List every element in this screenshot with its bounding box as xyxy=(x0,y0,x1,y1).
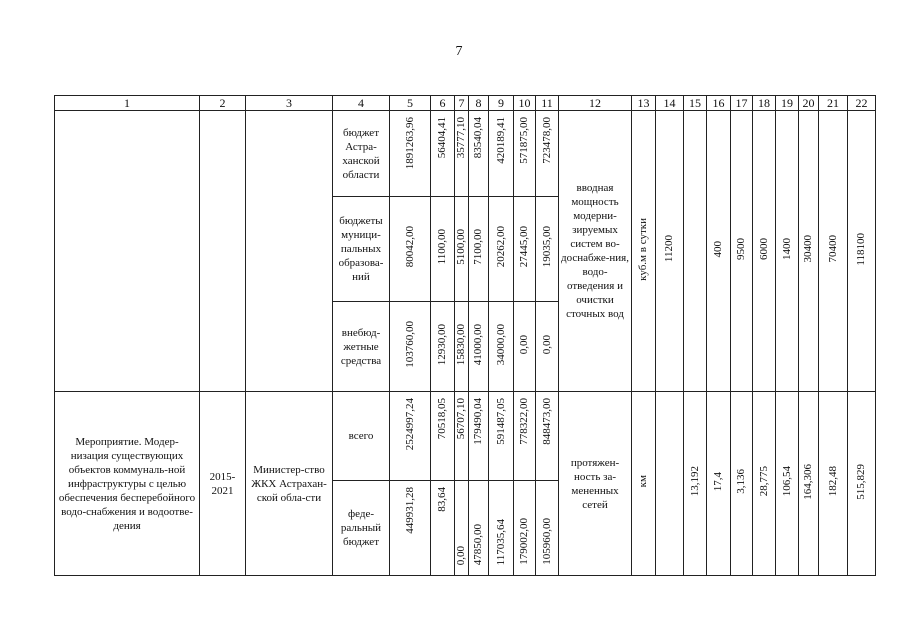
col-header: 3 xyxy=(246,96,333,111)
measure-name: Мероприятие. Модер-низация существующих объектов коммуналь-ной инфраструктуры с целью обеспечения бесперебойного водо-снабжения и водоотве-дения xyxy=(55,392,200,576)
target-cell: 13,192 xyxy=(684,392,707,576)
value-cell: 56707,10 xyxy=(455,392,469,481)
value-cell: 1100,00 xyxy=(431,197,455,302)
executor-name: Министер-ство ЖКХ Астрахан-ской обла-сти xyxy=(246,392,333,576)
target-cell: 1400 xyxy=(776,111,799,392)
col-header: 6 xyxy=(431,96,455,111)
col-header: 14 xyxy=(656,96,684,111)
value-cell: 105960,00 xyxy=(536,481,559,576)
target-cell xyxy=(684,111,707,392)
value-cell: 80042,00 xyxy=(390,197,431,302)
target-cell: 28,775 xyxy=(753,392,776,576)
col-header: 7 xyxy=(455,96,469,111)
value-cell: 179002,00 xyxy=(514,481,536,576)
value-cell: 1891263,96 xyxy=(390,111,431,197)
funding-source: феде-ральный бюджет xyxy=(333,481,390,576)
value-cell: 848473,00 xyxy=(536,392,559,481)
value-cell: 27445,00 xyxy=(514,197,536,302)
col-header: 11 xyxy=(536,96,559,111)
page-number: 7 xyxy=(455,44,463,59)
col-header: 21 xyxy=(819,96,848,111)
value-cell: 15830,00 xyxy=(455,302,469,392)
col-header: 12 xyxy=(559,96,632,111)
col-header: 9 xyxy=(489,96,514,111)
indicator-name: протяжен-ность за-мененных сетей xyxy=(559,392,632,576)
value-cell: 19035,00 xyxy=(536,197,559,302)
table-row xyxy=(55,111,876,197)
target-cell: 17,4 xyxy=(707,392,731,576)
value-cell: 41000,00 xyxy=(469,302,489,392)
col-header: 17 xyxy=(731,96,753,111)
measure-cell-empty xyxy=(55,111,200,392)
col-header: 20 xyxy=(799,96,819,111)
unit-cell: куб.м в сутки xyxy=(632,111,656,392)
col-header: 13 xyxy=(632,96,656,111)
target-cell: 70400 xyxy=(819,111,848,392)
target-cell: 515,829 xyxy=(848,392,876,576)
value-cell: 723478,00 xyxy=(536,111,559,197)
col-header: 2 xyxy=(200,96,246,111)
program-table xyxy=(54,95,876,576)
value-cell: 70518,05 xyxy=(431,392,455,481)
value-cell: 778322,00 xyxy=(514,392,536,481)
value-cell: 12930,00 xyxy=(431,302,455,392)
target-cell: 11200 xyxy=(656,111,684,392)
target-cell: 400 xyxy=(707,111,731,392)
target-cell: 30400 xyxy=(799,111,819,392)
value-cell: 420189,41 xyxy=(489,111,514,197)
target-cell: 3,136 xyxy=(731,392,753,576)
value-cell: 83540,04 xyxy=(469,111,489,197)
value-cell: 34000,00 xyxy=(489,302,514,392)
funding-source: бюджеты муници-пальных образова-ний xyxy=(333,197,390,302)
target-cell: 6000 xyxy=(753,111,776,392)
executor-cell-empty xyxy=(246,111,333,392)
target-cell: 106,54 xyxy=(776,392,799,576)
value-cell: 47850,00 xyxy=(469,481,489,576)
col-header: 5 xyxy=(390,96,431,111)
value-cell: 7100,00 xyxy=(469,197,489,302)
value-cell: 0,00 xyxy=(455,481,469,576)
col-header: 16 xyxy=(707,96,731,111)
table-row xyxy=(55,392,876,481)
value-cell: 83,64 xyxy=(431,481,455,576)
target-cell: 118100 xyxy=(848,111,876,392)
header-row xyxy=(55,96,876,111)
indicator-name: вводная мощность модерни-зируемых систем во-доснабже-ния, водо-отведения и очистки сточных вод xyxy=(559,111,632,392)
col-header: 15 xyxy=(684,96,707,111)
funding-source: всего xyxy=(333,392,390,481)
value-cell: 103760,00 xyxy=(390,302,431,392)
col-header: 18 xyxy=(753,96,776,111)
col-header: 22 xyxy=(848,96,876,111)
value-cell: 2524997,24 xyxy=(390,392,431,481)
target-cell xyxy=(656,392,684,576)
period-cell: 2015-2021 xyxy=(200,392,246,576)
funding-source: бюджет Астра-ханской области xyxy=(333,111,390,197)
col-header: 1 xyxy=(55,96,200,111)
target-cell: 9500 xyxy=(731,111,753,392)
target-cell: 182,48 xyxy=(819,392,848,576)
col-header: 10 xyxy=(514,96,536,111)
unit-cell: км xyxy=(632,392,656,576)
col-header: 19 xyxy=(776,96,799,111)
funding-source: внебюд-жетные средства xyxy=(333,302,390,392)
value-cell: 571875,00 xyxy=(514,111,536,197)
target-cell: 164,306 xyxy=(799,392,819,576)
value-cell: 35777,10 xyxy=(455,111,469,197)
col-header: 4 xyxy=(333,96,390,111)
value-cell: 5100,00 xyxy=(455,197,469,302)
col-header: 8 xyxy=(469,96,489,111)
value-cell: 0,00 xyxy=(536,302,559,392)
value-cell: 449931,28 xyxy=(390,481,431,576)
value-cell: 20262,00 xyxy=(489,197,514,302)
value-cell: 591487,05 xyxy=(489,392,514,481)
period-cell-empty xyxy=(200,111,246,392)
value-cell: 179490,04 xyxy=(469,392,489,481)
value-cell: 117035,64 xyxy=(489,481,514,576)
value-cell: 56404,41 xyxy=(431,111,455,197)
value-cell: 0,00 xyxy=(514,302,536,392)
